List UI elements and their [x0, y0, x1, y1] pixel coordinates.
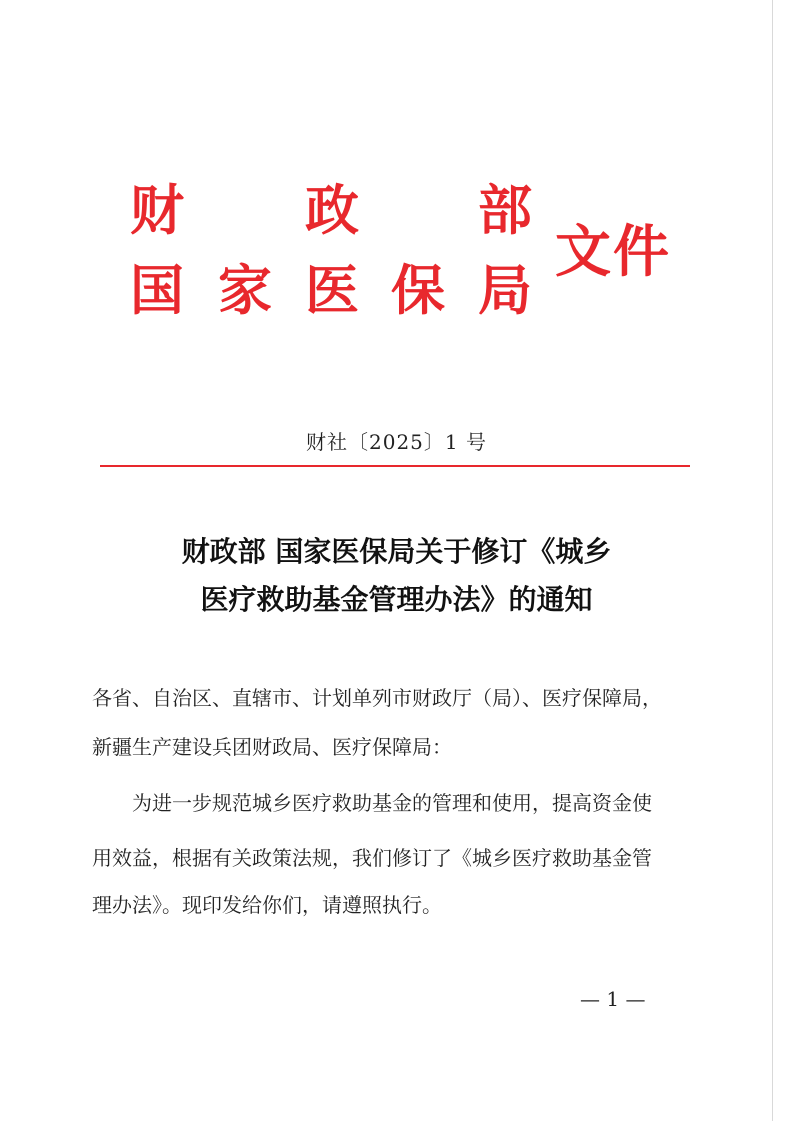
- header-char: 局: [478, 258, 532, 322]
- page-number: — 1 —: [580, 987, 646, 1011]
- red-separator-line: [100, 465, 690, 467]
- addressee-line: 新疆生产建设兵团财政局、医疗保障局：: [92, 735, 452, 759]
- header-char: 部: [478, 178, 532, 242]
- header-char: 国: [130, 258, 184, 322]
- document-title-line2: 医疗救助基金管理办法》的通知: [200, 583, 593, 616]
- header-char: 家: [218, 258, 272, 322]
- header-char: 医: [305, 258, 359, 322]
- header-char: 政: [305, 178, 359, 242]
- body-paragraph-line: 理办法》。现印发给你们，请遵照执行。: [92, 893, 442, 917]
- header-char: 财: [130, 178, 184, 242]
- body-paragraph-line: 用效益，根据有关政策法规，我们修订了《城乡医疗救助基金管: [92, 846, 652, 870]
- doc-type-label: 文件: [555, 219, 671, 285]
- document-title-line1: 财政部 国家医保局关于修订《城乡: [181, 535, 612, 568]
- body-paragraph-line: 为进一步规范城乡医疗救助基金的管理和使用，提高资金使: [132, 791, 652, 815]
- document-number: 财社〔2025〕1 号: [306, 430, 487, 454]
- header-char: 保: [391, 258, 445, 322]
- addressee-line: 各省、自治区、直辖市、计划单列市财政厅（局）、医疗保障局，: [92, 686, 662, 710]
